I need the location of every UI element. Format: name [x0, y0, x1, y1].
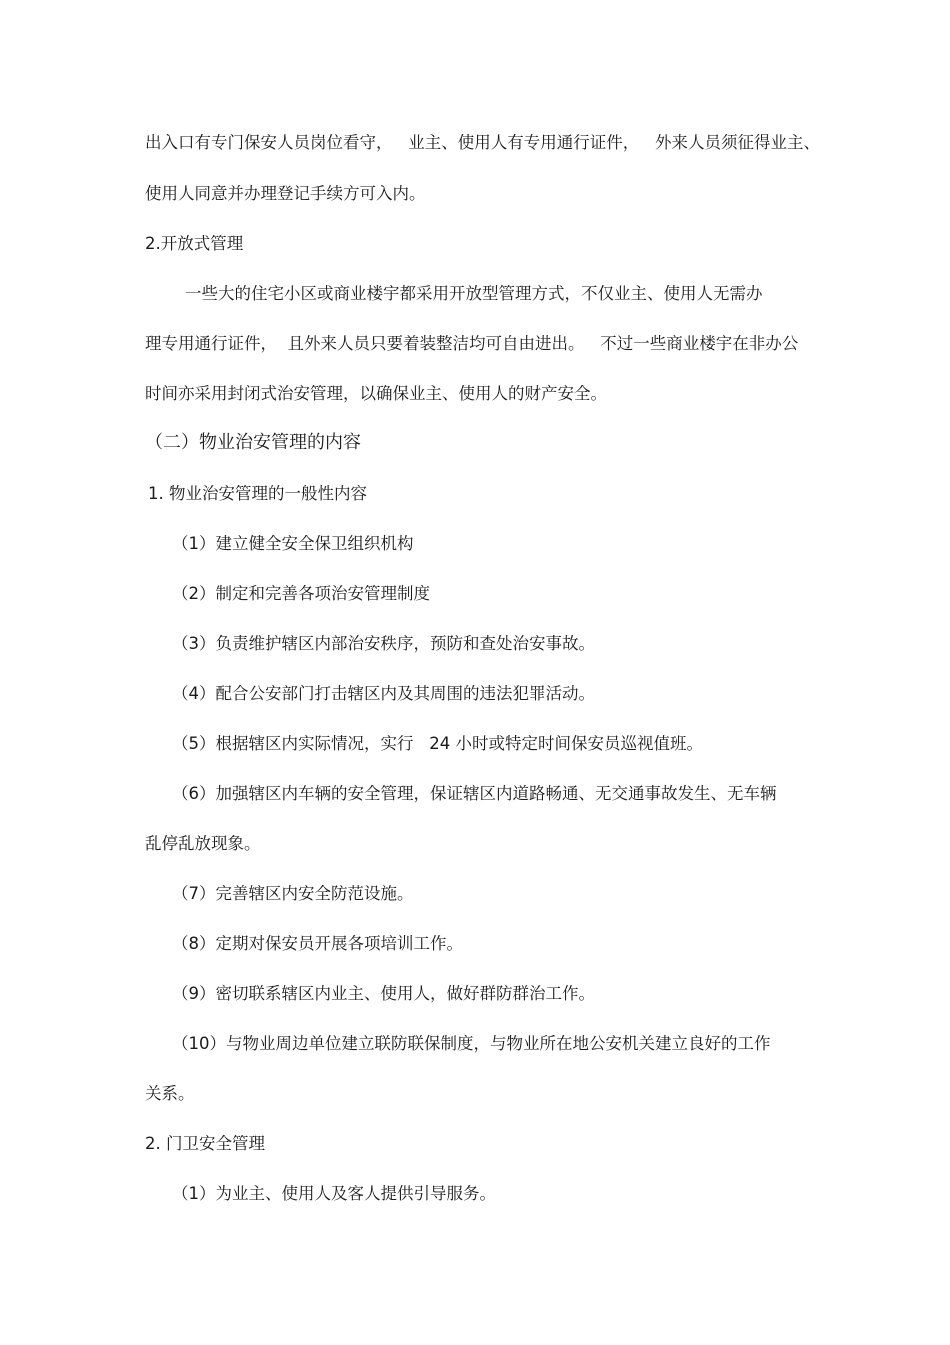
- list-item: （4）配合公安部门打击辖区内及其周围的违法犯罪活动。: [172, 684, 595, 703]
- section-heading: 2.开放式管理: [145, 234, 244, 253]
- paragraph-line: 出入口有专门保安人员岗位看守， 业主、使用人有专用通行证件， 外来人员须征得业主、: [145, 133, 820, 152]
- section-heading: 1. 物业治安管理的一般性内容: [148, 484, 367, 503]
- list-item: （7）完善辖区内安全防范设施。: [172, 884, 414, 903]
- section-heading: 2. 门卫安全管理: [145, 1134, 265, 1153]
- list-item: （1）建立健全安全保卫组织机构: [172, 534, 414, 553]
- list-item: （8）定期对保安员开展各项培训工作。: [172, 934, 463, 953]
- list-item: （1）为业主、使用人及客人提供引导服务。: [172, 1184, 496, 1203]
- paragraph-line: 使用人同意并办理登记手续方可入内。: [145, 184, 426, 203]
- list-item: （10）与物业周边单位建立联防联保制度，与物业所在地公安机关建立良好的工作: [172, 1034, 771, 1053]
- list-item: （3）负责维护辖区内部治安秩序，预防和查处治安事故。: [172, 634, 595, 653]
- list-item: （2）制定和完善各项治安管理制度: [172, 584, 430, 603]
- list-item: （6）加强辖区内车辆的安全管理，保证辖区内道路畅通、无交通事故发生、无车辆: [172, 784, 777, 803]
- paragraph-line: 时间亦采用封闭式治安管理，以确保业主、使用人的财产安全。: [145, 384, 607, 403]
- paragraph-line: 理专用通行证件， 且外来人员只要着装整洁均可自由进出。 不过一些商业楼宇在非办公: [145, 334, 799, 353]
- list-item: （9）密切联系辖区内业主、使用人，做好群防群治工作。: [172, 984, 595, 1003]
- paragraph-line: 一些大的住宅小区或商业楼宇都采用开放型管理方式，不仅业主、使用人无需办: [185, 284, 763, 303]
- chapter-heading: （二）物业治安管理的内容: [145, 432, 361, 453]
- list-item: （5）根据辖区内实际情况，实行 24 小时或特定时间保安员巡视值班。: [172, 734, 703, 753]
- list-item-continuation: 关系。: [145, 1084, 195, 1103]
- list-item-continuation: 乱停乱放现象。: [145, 834, 261, 853]
